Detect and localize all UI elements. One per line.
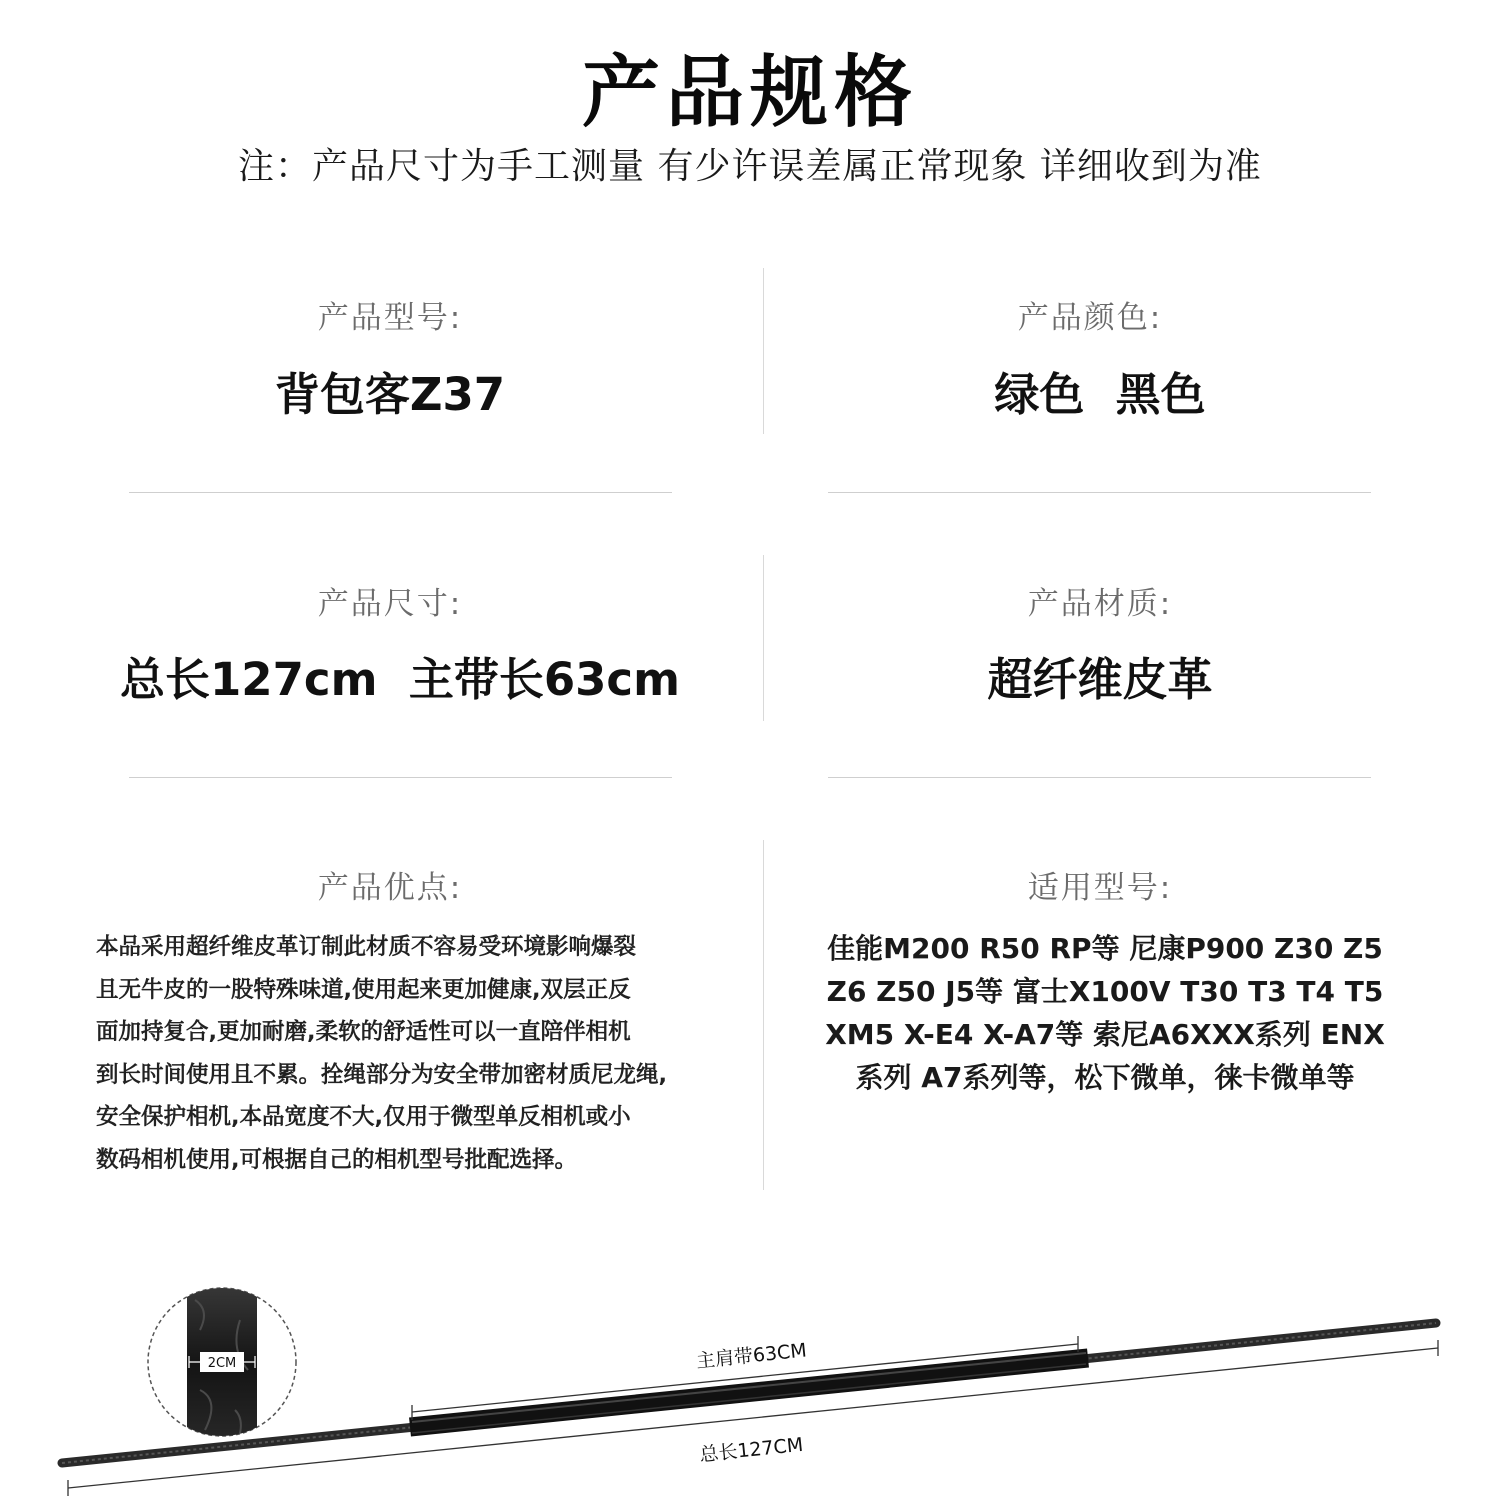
advantages-line: 安全保护相机,本品宽度不大,仅用于微型单反相机或小: [96, 1104, 631, 1130]
divider-horizontal-right-1: [828, 492, 1371, 493]
page-title: 产品规格: [581, 48, 918, 138]
advantages-text: [96, 926, 736, 1181]
divider-horizontal-left-1: [129, 492, 672, 493]
compatible-label: 适用型号:: [1027, 870, 1173, 906]
material-label: 产品材质:: [1027, 586, 1173, 622]
total-length-label: 总长127CM: [698, 1433, 805, 1467]
advantages-line: 本品采用超纤维皮革订制此材质不容易受环境影响爆裂: [96, 934, 637, 960]
model-value: 背包客Z37: [274, 368, 506, 421]
size-value: 总长127cm 主带长63cm: [119, 653, 681, 706]
compatible-line: Z6 Z50 J5等 富士X100V T30 T3 T4 T5: [826, 975, 1384, 1008]
model-label: 产品型号:: [317, 300, 463, 336]
size-label: 产品尺寸:: [317, 586, 463, 622]
compatible-line: 系列 A7系列等，松下微单，徕卡微单等: [855, 1061, 1355, 1094]
color-label: 产品颜色:: [1017, 300, 1163, 336]
measurement-note: 注：产品尺寸为手工测量 有少许误差属正常现象 详细收到为准: [238, 146, 1262, 187]
width-label: 2CM: [207, 1356, 237, 1371]
compatible-line: XM5 X-E4 X-A7等 索尼A6XXX系列 ENX: [825, 1018, 1385, 1051]
advantages-line: 面加持复合,更加耐磨,柔软的舒适性可以一直陪伴相机: [96, 1019, 631, 1045]
divider-vertical-2: [763, 555, 764, 721]
divider-horizontal-right-2: [828, 777, 1371, 778]
divider-horizontal-left-2: [129, 777, 672, 778]
advantages-line: 数码相机使用,可根据自己的相机型号批配选择。: [96, 1146, 578, 1173]
advantages-label: 产品优点:: [317, 870, 463, 906]
material-value: 超纤维皮革: [987, 653, 1213, 706]
compatible-models: [810, 927, 1400, 1099]
divider-vertical-3: [763, 840, 764, 1190]
compatible-line: 佳能M200 R50 RP等 尼康P900 Z30 Z5: [827, 932, 1383, 965]
main-strap-label: 主肩带63CM: [695, 1339, 808, 1373]
advantages-line: 到长时间使用且不累。拴绳部分为安全带加密材质尼龙绳,: [96, 1061, 668, 1088]
color-value: 绿色 黑色: [994, 368, 1206, 421]
strap-diagram: [0, 1270, 1500, 1500]
divider-vertical-1: [763, 268, 764, 434]
advantages-line: 且无牛皮的一股特殊味道,使用起来更加健康,双层正反: [96, 976, 631, 1003]
